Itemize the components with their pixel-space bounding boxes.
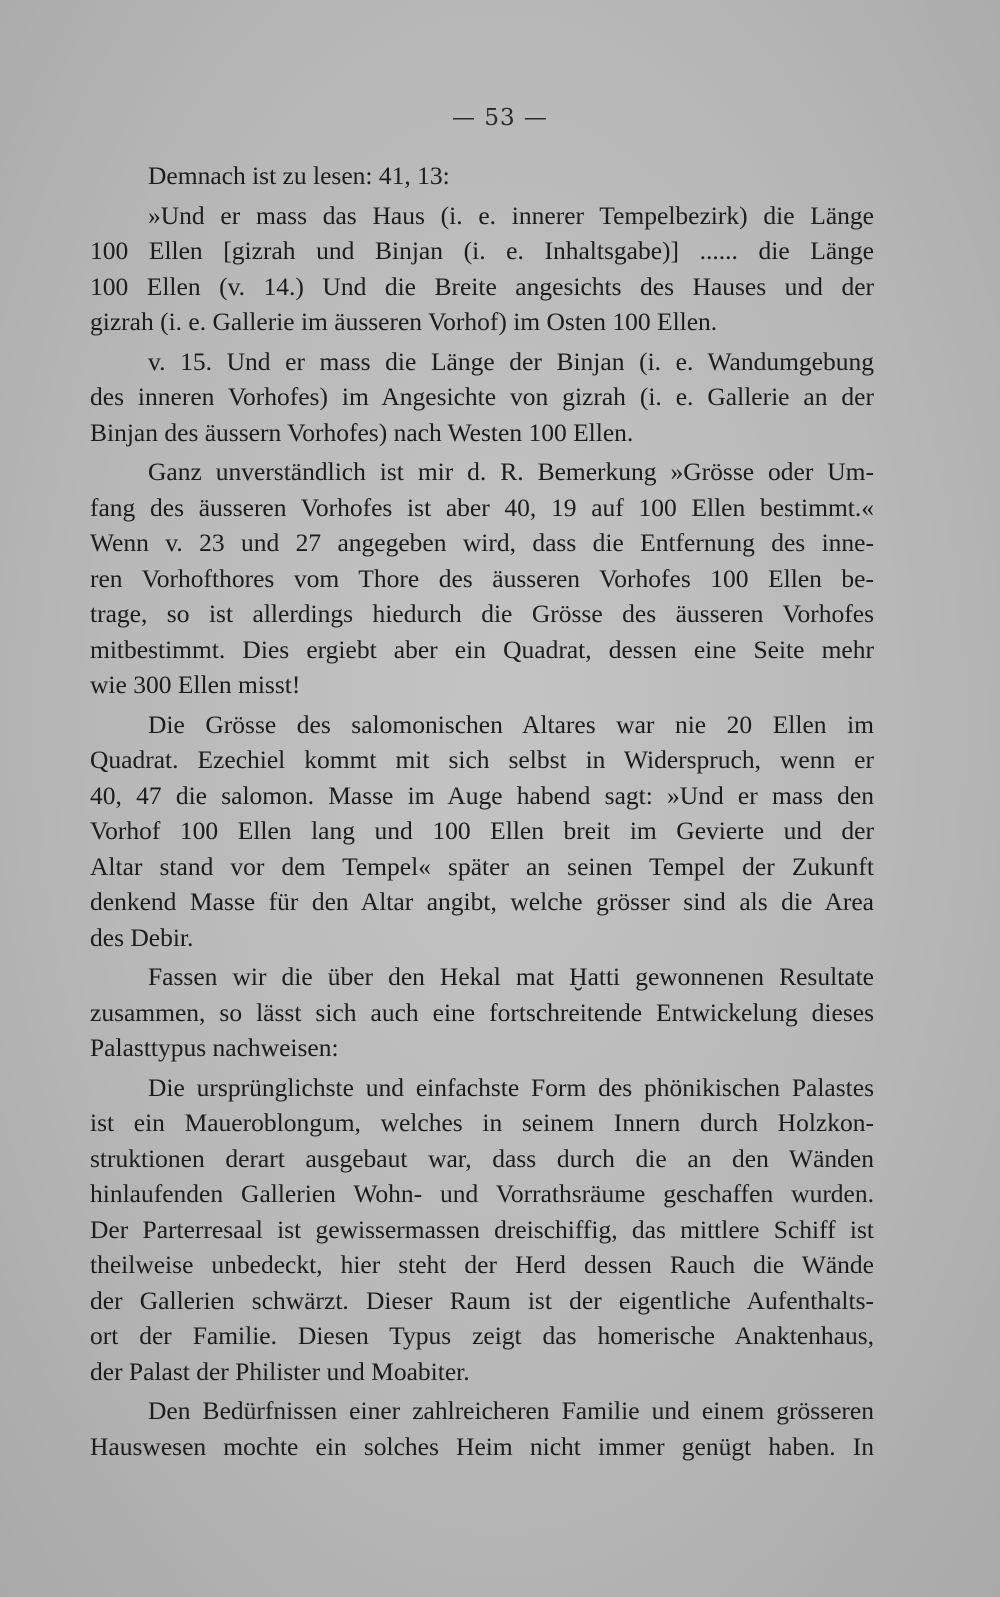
text-line: struktionen derart ausgebaut war, dass durch die an den Wänden — [90, 1143, 874, 1173]
body-text — [90, 158, 874, 1464]
text-line: Demnach ist zu lesen: 41, 13: — [148, 161, 450, 190]
text-line: Binjan des äussern Vorhofes) nach Westen 100 Ellen. — [90, 417, 634, 447]
text-line: Quadrat. Ezechiel kommt mit sich selbst in Widerspruch, wenn er — [90, 745, 874, 774]
text-line: ort der Familie. Diesen Typus zeigt das homerische Anaktenhaus, — [90, 1321, 874, 1350]
text-line: Der Parterresaal ist gewissermassen dreischiffig, das mittlere Schiff ist — [90, 1214, 874, 1244]
text-line: »Und er mass das Haus (i. e. innerer Tempelbezirk) die Länge — [148, 200, 874, 230]
text-line: der Gallerien schwärzt. Dieser Raum ist der eigentliche Aufenthalts- — [90, 1285, 874, 1315]
text-line: Wenn v. 23 und 27 angegeben wird, dass die Entfernung des inne- — [90, 528, 874, 557]
text-line: Altar stand vor dem Tempel« später an seinen Tempel der Zukunft — [90, 851, 874, 881]
text-line: Ganz unverständlich ist mir d. R. Bemerkung »Grösse oder Um- — [148, 457, 874, 486]
text-line: wie 300 Ellen misst! — [90, 670, 301, 699]
text-line: denkend Masse für den Altar angibt, welche grösser sind als die Area — [90, 887, 874, 916]
page-number: — 53 — — [452, 105, 548, 131]
text-line: fang des äusseren Vorhofes ist aber 40, 19 auf 100 Ellen bestimmt.« — [90, 492, 874, 522]
text-line: Hauswesen mochte ein solches Heim nicht immer genügt haben. In — [90, 1431, 874, 1461]
text-line: Die ursprünglichste und einfachste Form des phönikischen Palastes — [148, 1072, 874, 1102]
text-line: Die Grösse des salomonischen Altares war nie 20 Ellen im — [148, 709, 874, 739]
text-line: der Palast der Philister und Moabiter. — [90, 1356, 470, 1386]
text-line: hinlaufenden Gallerien Wohn- und Vorrathsräume geschaffen wurden. — [90, 1179, 874, 1208]
text-line: Vorhof 100 Ellen lang und 100 Ellen breit im Gevierte und der — [90, 816, 874, 845]
text-line: 40, 47 die salomon. Masse im Auge habend sagt: »Und er mass den — [90, 780, 874, 810]
text-line: theilweise unbedeckt, hier steht der Herd dessen Rauch die Wände — [90, 1250, 874, 1279]
text-line: v. 15. Und er mass die Länge der Binjan (i. e. Wandumgebung — [148, 346, 874, 376]
text-line: ren Vorhofthores vom Thore des äusseren Vorhofes 100 Ellen be- — [90, 563, 874, 593]
text-line: mitbestimmt. Dies ergiebt aber ein Quadrat, dessen eine Seite mehr — [90, 634, 874, 664]
text-line: 100 Ellen [gizrah und Binjan (i. e. Inhaltsgabe)] ...... die Länge — [90, 236, 874, 265]
text-line: gizrah (i. e. Gallerie im äusseren Vorhof) im Osten 100 Ellen. — [90, 307, 718, 336]
text-line: Palasttypus nachweisen: — [90, 1033, 339, 1062]
text-line: des Debir. — [90, 922, 194, 952]
text-line: ist ein Maueroblongum, welches in seinem Innern durch Holzkon- — [90, 1108, 874, 1137]
text-line: zusammen, so lässt sich auch eine fortschreitende Entwickelung dieses — [90, 997, 874, 1027]
text-line: 100 Ellen (v. 14.) Und die Breite angesichts des Hauses und der — [90, 271, 874, 301]
text-line: des inneren Vorhofes) im Angesichte von gizrah (i. e. Gallerie an der — [90, 382, 874, 411]
text-line: Fassen wir die über den Hekal mat Ḫatti gewonnenen Resultate — [148, 962, 874, 991]
text-line: trage, so ist allerdings hiedurch die Grösse des äusseren Vorhofes — [90, 599, 874, 628]
text-line: Den Bedürfnissen einer zahlreicheren Familie und einem grösseren — [148, 1396, 874, 1425]
